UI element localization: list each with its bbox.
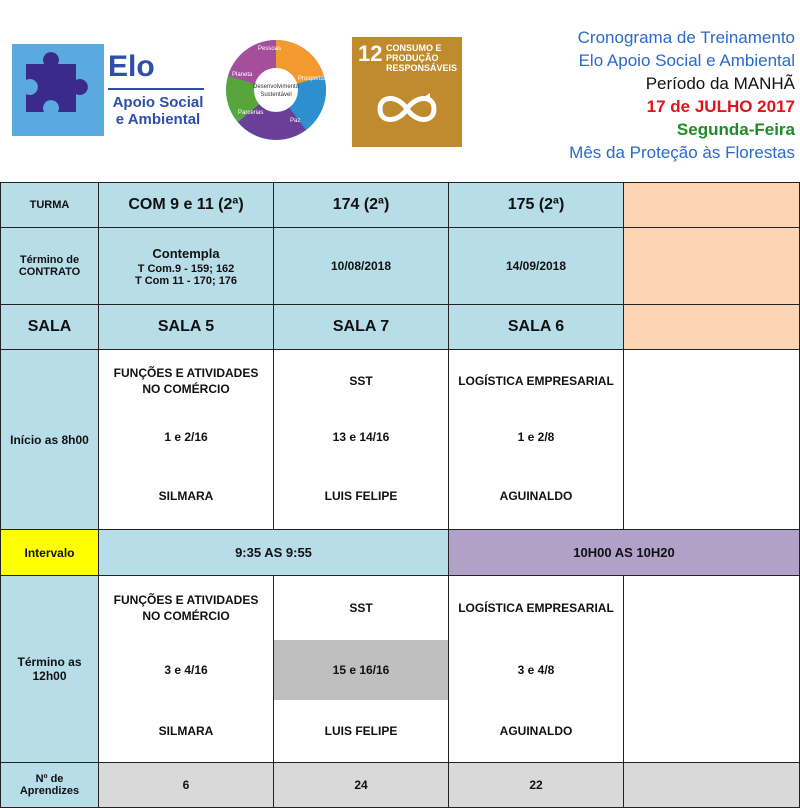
termino-col3-subject: LOGÍSTICA EMPRESARIAL — [458, 601, 614, 615]
row-termino-contrato — [1, 228, 800, 305]
title-line-1: Cronograma de Treinamento — [577, 28, 795, 47]
termino-col1 — [99, 576, 274, 763]
contrato-col1-title: Contempla — [152, 245, 220, 261]
termino-col3-teacher: AGUINALDO — [499, 724, 573, 738]
sdg-wheel-label-pessoas: Pessoas — [258, 46, 282, 52]
sdg-wheel-center-2: Sustentável — [260, 92, 292, 98]
label-turma: TURMA — [1, 183, 99, 228]
termino-col1-subject — [99, 576, 273, 640]
termino-col1-teacher: SILMARA — [158, 724, 214, 738]
sdg12-tile — [352, 37, 462, 147]
turma-col4 — [624, 183, 800, 228]
inicio-col3-teacher: AGUINALDO — [499, 488, 573, 503]
intervalo-span1: 9:35 AS 9:55 — [99, 530, 449, 576]
title-line-6: Mês da Proteção às Florestas — [569, 143, 795, 162]
contrato-col4 — [624, 228, 800, 305]
intervalo-span2: 10H00 AS 10H20 — [449, 530, 800, 576]
inicio-col4 — [624, 350, 800, 530]
termino-col2 — [274, 576, 449, 763]
aprendizes-col2: 24 — [274, 763, 449, 808]
label-inicio: Início as 8h00 — [1, 350, 99, 530]
sala-col1: SALA 5 — [99, 305, 274, 350]
logo-divider — [108, 88, 204, 90]
schedule-table — [0, 182, 800, 808]
sdg-wheel-label-planeta: Planeta — [232, 72, 253, 78]
termino-col4 — [624, 576, 800, 763]
termino-col3-lessons: 3 e 4/8 — [517, 663, 555, 677]
sala-col4 — [624, 305, 800, 350]
title-line-2: Elo Apoio Social e Ambiental — [578, 51, 795, 70]
contrato-col3: 14/09/2018 — [449, 228, 624, 305]
label-termino-line1: Término as — [17, 655, 82, 669]
label-aprendizes — [1, 763, 99, 808]
termino-col2-lessons: 15 e 16/16 — [274, 640, 448, 700]
label-termino-contrato-line2: CONTRATO — [18, 266, 81, 278]
inicio-col2-subject: SST — [349, 373, 373, 388]
sala-col3: SALA 6 — [449, 305, 624, 350]
aprendizes-col1: 6 — [99, 763, 274, 808]
sdg-wheel-label-prosperidade: Prosperidade — [298, 76, 334, 82]
turma-col1: COM 9 e 11 (2ª) — [99, 183, 274, 228]
inicio-col3-subject: LOGÍSTICA EMPRESARIAL — [458, 373, 614, 388]
label-aprendizes-line1: Nº de — [35, 773, 64, 785]
inicio-col2 — [274, 350, 449, 530]
label-termino-line2: 12h00 — [32, 669, 67, 683]
row-inicio — [1, 350, 800, 530]
sdg12-number: 12 — [358, 41, 383, 66]
sdg-wheel-label-parcerias: Parcerias — [238, 110, 264, 116]
turma-col3: 175 (2ª) — [449, 183, 624, 228]
termino-col2-subject: SST — [349, 601, 373, 615]
inicio-col1-subject — [99, 355, 273, 407]
infinity-icon — [372, 89, 442, 129]
contrato-col1-line2: T Com 11 - 170; 176 — [134, 274, 238, 287]
title-line-4: 17 de JULHO 2017 — [646, 97, 795, 116]
label-termino-contrato — [1, 228, 99, 305]
inicio-col2-lessons: 13 e 14/16 — [332, 429, 390, 444]
row-turma — [1, 183, 800, 228]
sdg-wheel-label-paz: Paz — [290, 118, 301, 124]
inicio-col2-teacher: LUIS FELIPE — [324, 488, 398, 503]
label-aprendizes-line2: Aprendizes — [19, 785, 80, 797]
label-termino-contrato-line1: Término de — [19, 254, 80, 266]
title-line-5: Segunda-Feira — [676, 120, 795, 139]
inicio-col1 — [99, 350, 274, 530]
label-termino — [1, 576, 99, 763]
inicio-col3 — [449, 350, 624, 530]
aprendizes-col4 — [624, 763, 800, 808]
sdg-wheel-icon — [224, 38, 334, 142]
termino-col2-teacher: LUIS FELIPE — [324, 724, 398, 738]
termino-col1-subject-line1: FUNÇÕES E ATIVIDADES — [113, 593, 259, 607]
turma-col2: 174 (2ª) — [274, 183, 449, 228]
row-termino — [1, 576, 800, 763]
label-intervalo: Intervalo — [1, 530, 99, 576]
termino-col1-subject-line2: NO COMÉRCIO — [142, 609, 230, 623]
termino-col3 — [449, 576, 624, 763]
inicio-col1-lessons: 1 e 2/16 — [164, 429, 208, 444]
header — [0, 0, 799, 182]
sdg12-text: CONSUMO E PRODUÇÃO RESPONSÁVEIS — [386, 43, 458, 73]
termino-col1-lessons: 3 e 4/16 — [164, 663, 208, 677]
title-block — [569, 26, 795, 164]
sala-col2: SALA 7 — [274, 305, 449, 350]
sdg-wheel-center-1: Desenvolvimento — [252, 84, 300, 90]
contrato-col1-line1: T Com.9 - 159; 162 — [137, 262, 235, 275]
row-sala — [1, 305, 800, 350]
logo-subtitle-line1: Apoio Social — [112, 94, 204, 111]
inicio-col1-subject-line2: NO COMÉRCIO — [142, 381, 230, 396]
inicio-col1-teacher: SILMARA — [158, 488, 214, 503]
logo-subtitle-line2: e Ambiental — [115, 111, 201, 128]
row-intervalo — [1, 530, 800, 576]
logo-name: Elo — [108, 50, 155, 83]
row-aprendizes — [1, 763, 800, 808]
title-line-3: Período da MANHÃ — [645, 74, 795, 93]
contrato-col1 — [99, 228, 274, 305]
inicio-col1-subject-line1: FUNÇÕES E ATIVIDADES — [113, 365, 259, 380]
contrato-col2: 10/08/2018 — [274, 228, 449, 305]
aprendizes-col3: 22 — [449, 763, 624, 808]
label-sala: SALA — [1, 305, 99, 350]
inicio-col3-lessons: 1 e 2/8 — [517, 429, 555, 444]
logo-subtitle — [108, 94, 208, 128]
